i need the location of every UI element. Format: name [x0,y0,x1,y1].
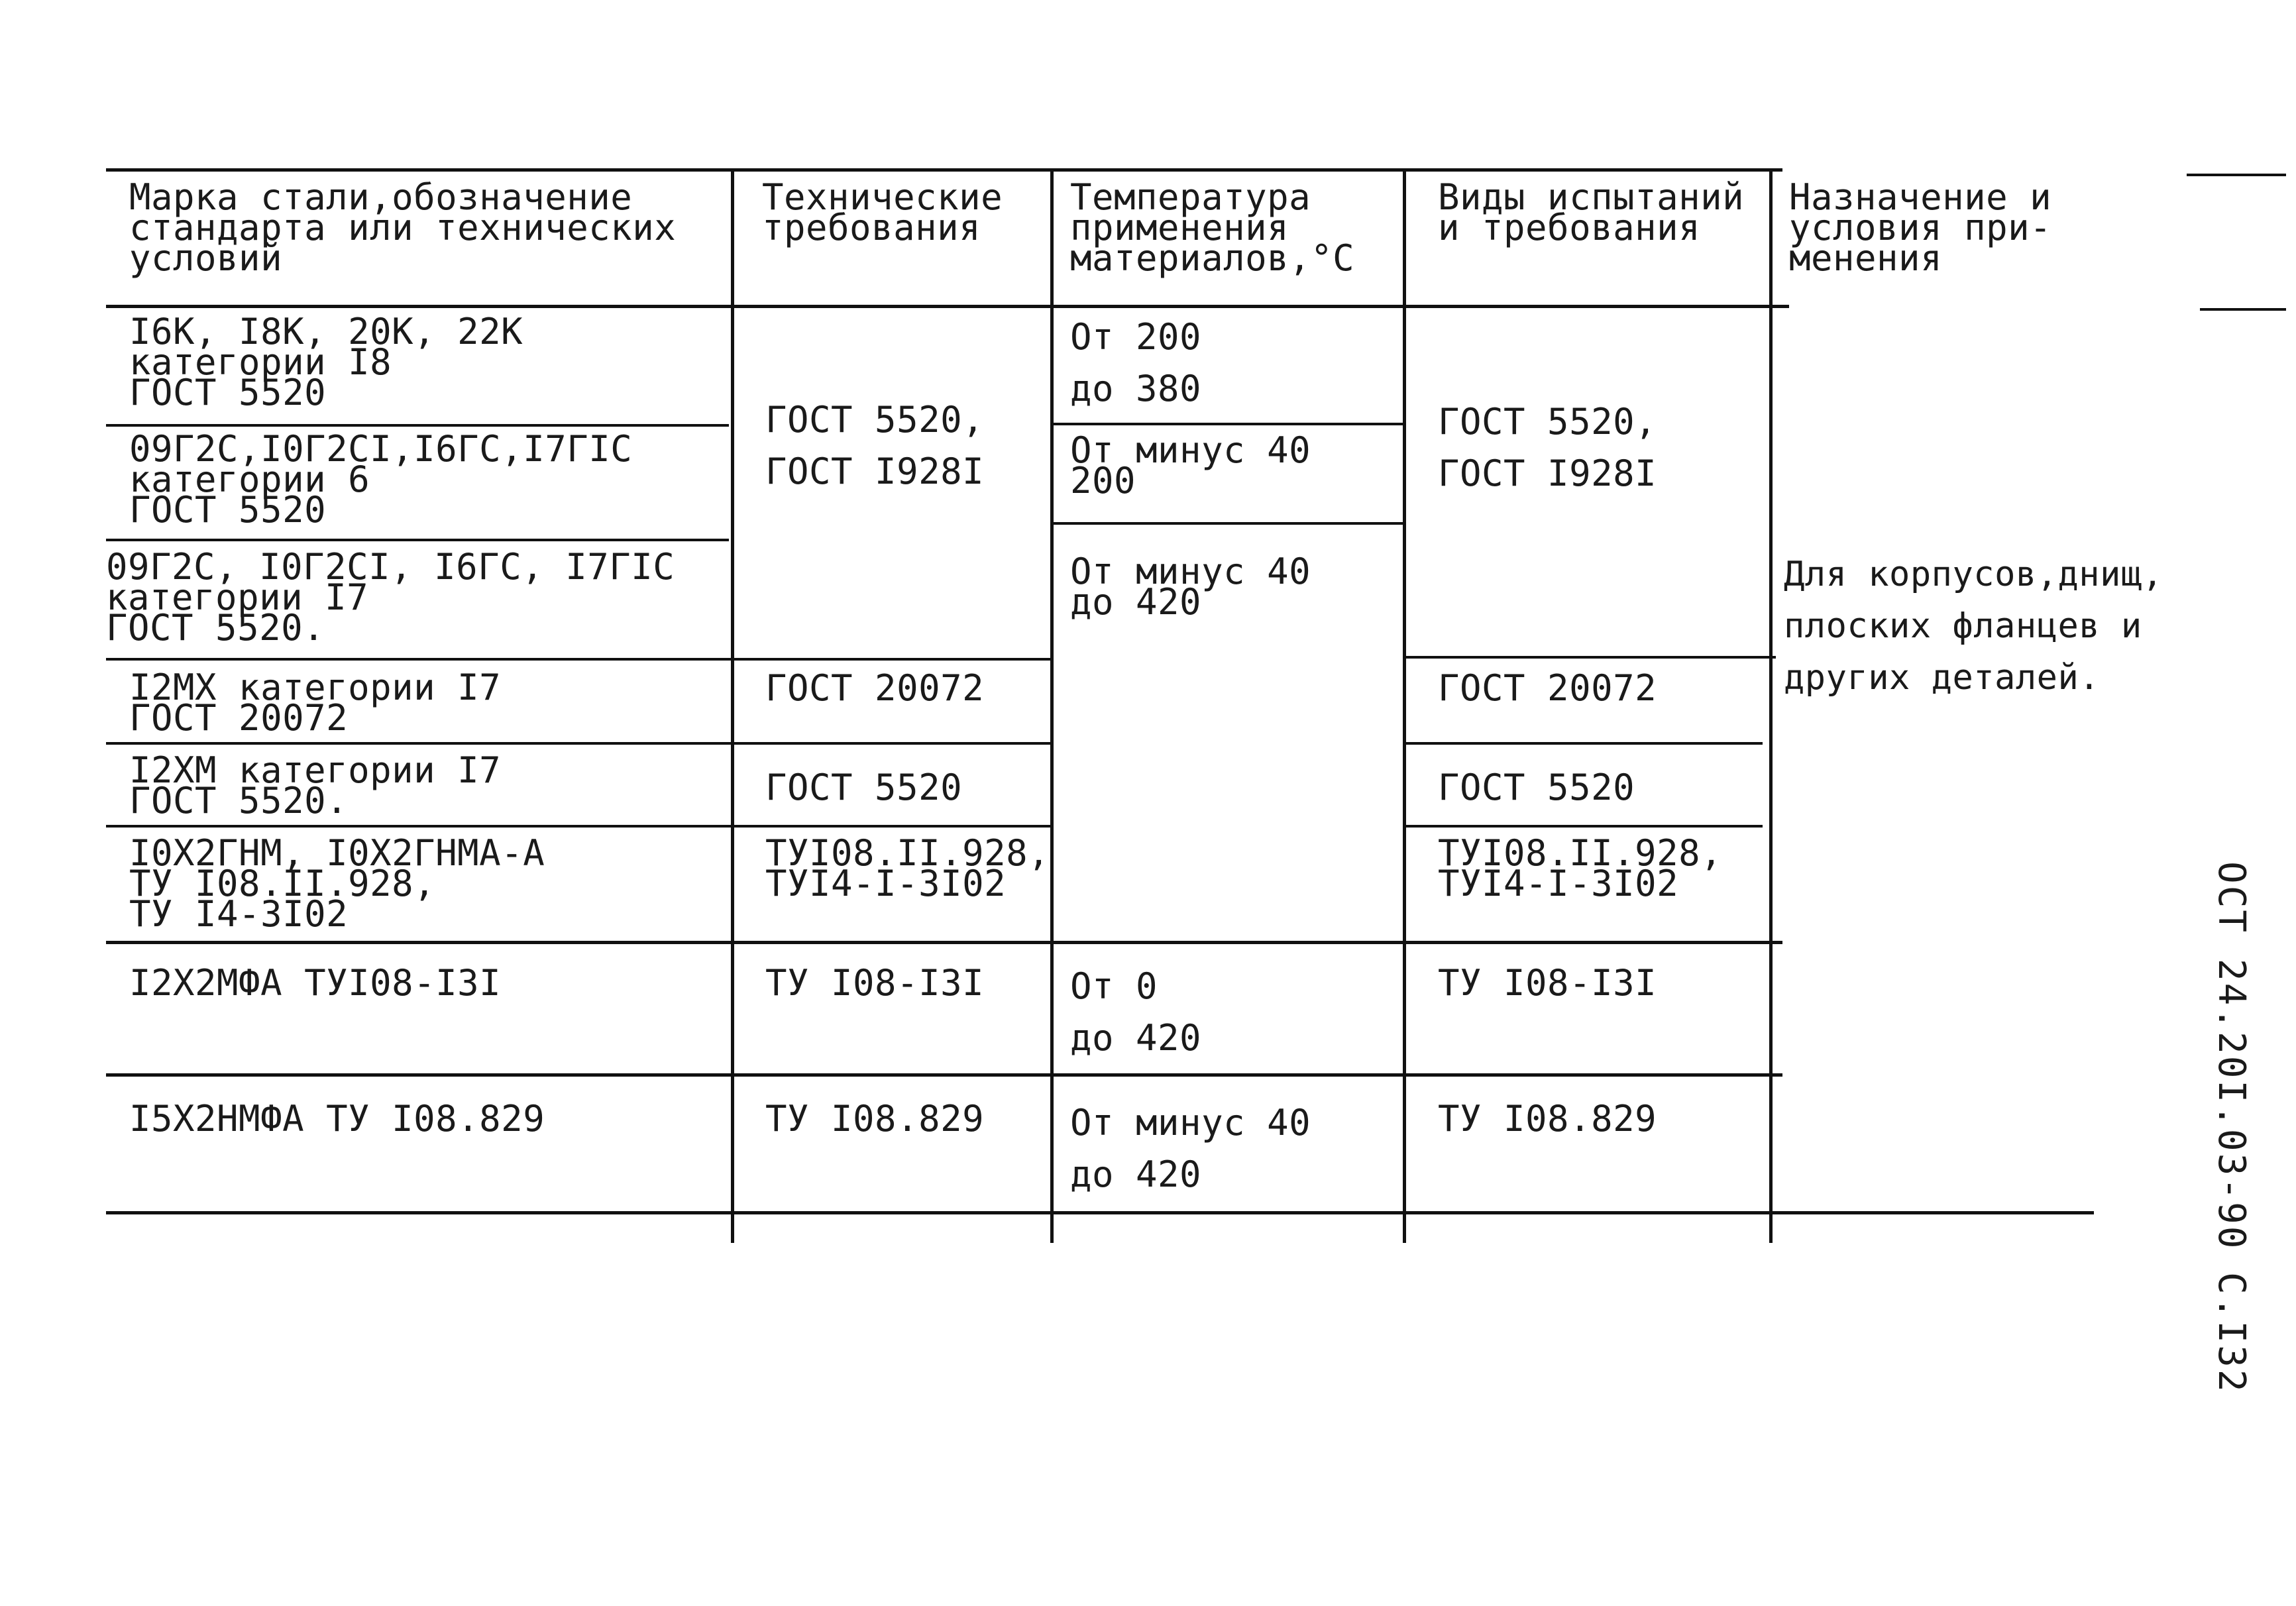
header-rule-extension [2200,308,2286,311]
header-temperature-unit: °С [1311,237,1355,279]
row1-bottom-rule [106,424,729,427]
row6-bottom-rule [106,941,1782,944]
page-number: С.I32 [2210,1272,2253,1394]
row5-tests: ГОСТ 5520 [1438,767,1635,808]
rows123-tests: ГОСТ 5520, ГОСТ I928I [1438,401,1657,494]
header-purpose: Назначение и условия при- менения [1789,176,2052,279]
row3-tests-bottom-rule [1405,656,1776,659]
rows123-tech-requirements: ГОСТ 5520, ГОСТ I928I [765,399,985,492]
row7-grade: I2Х2МФА ТУI08-I3I [129,962,502,1004]
header-tech-requirements: Технические требования [762,176,1003,248]
row6-tests: ТУI08.II.928, ТУI4-I-3I02 [1438,832,1723,904]
row2-temperature: От минус 40 200 [1070,429,1311,502]
document-code: ОСТ 24.20I.03-90 [2210,861,2253,1251]
header-bottom-rule [106,305,1789,308]
row1-temp-bottom-rule [1054,423,1405,425]
row4-bottom-rule [106,742,1054,745]
row1-grade: I6K, I8K, 20K, 22K категории I8 ГОСТ 5520 [129,311,523,413]
row8-tests: ТУ I08.829 [1438,1098,1657,1140]
row2-grade: 09Г2С,I0Г2СI,I6ГС,I7ГIС категории 6 ГОСТ 5520 [129,428,633,531]
col-divider-3 [1403,168,1406,1243]
header-temperature: Температура применения материалов,°С [1070,176,1355,279]
row1-temperature: От 200 до 380 [1070,316,1202,409]
row6-grade: I0Х2ГНМ, I0Х2ГНМА-А ТУ I08.II.928, ТУ I4-3I02 [129,832,545,935]
table-top-rule [106,168,1782,172]
row7-bottom-rule [106,1073,1782,1077]
row3-bottom-rule [106,658,1054,661]
top-rule-extension [2187,174,2286,176]
row8-tech-requirements: ТУ I08.829 [765,1098,985,1140]
row4-grade: I2MX категории I7 ГОСТ 20072 [129,667,502,739]
row3-grade: 09Г2С, I0Г2СI, I6ГС, I7ГIС категории I7 ГОСТ 5520. [106,546,675,649]
row6-tech-requirements: ТУI08.II.928, ТУI4-I-3I02 [765,832,1050,904]
col-divider-2 [1050,168,1054,1243]
purpose-text: Для корпусов,днищ, плоских фланцев и других деталей. [1784,555,2163,698]
row5-tests-bottom-rule [1405,825,1763,828]
row4-tests: ГОСТ 20072 [1438,667,1657,709]
row7-tech-requirements: ТУ I08-I3I [765,962,985,1004]
row2-bottom-rule [106,539,729,541]
col-divider-4 [1769,168,1773,1243]
col-divider-1 [731,168,734,1243]
row7-temperature: От 0 до 420 [1070,965,1202,1059]
row4-tech-requirements: ГОСТ 20072 [765,667,985,709]
table-bottom-rule [106,1211,2094,1214]
row7-tests: ТУ I08-I3I [1438,962,1657,1004]
header-grade: Марка стали,обозначение стандарта или технических условий [129,176,677,279]
row5-tech-requirements: ГОСТ 5520 [765,767,963,808]
row4-tests-bottom-rule [1405,742,1763,745]
row2-temp-bottom-rule [1054,522,1405,525]
row5-grade: I2XM категории I7 ГОСТ 5520. [129,749,502,822]
row3-temperature: От минус 40 до 420 [1070,551,1311,623]
header-tests: Виды испытаний и требования [1438,176,1745,248]
row8-temperature: От минус 40 до 420 [1070,1102,1311,1195]
row8-grade: I5Х2НМФА ТУ I08.829 [129,1098,545,1140]
row5-bottom-rule [106,825,1054,828]
